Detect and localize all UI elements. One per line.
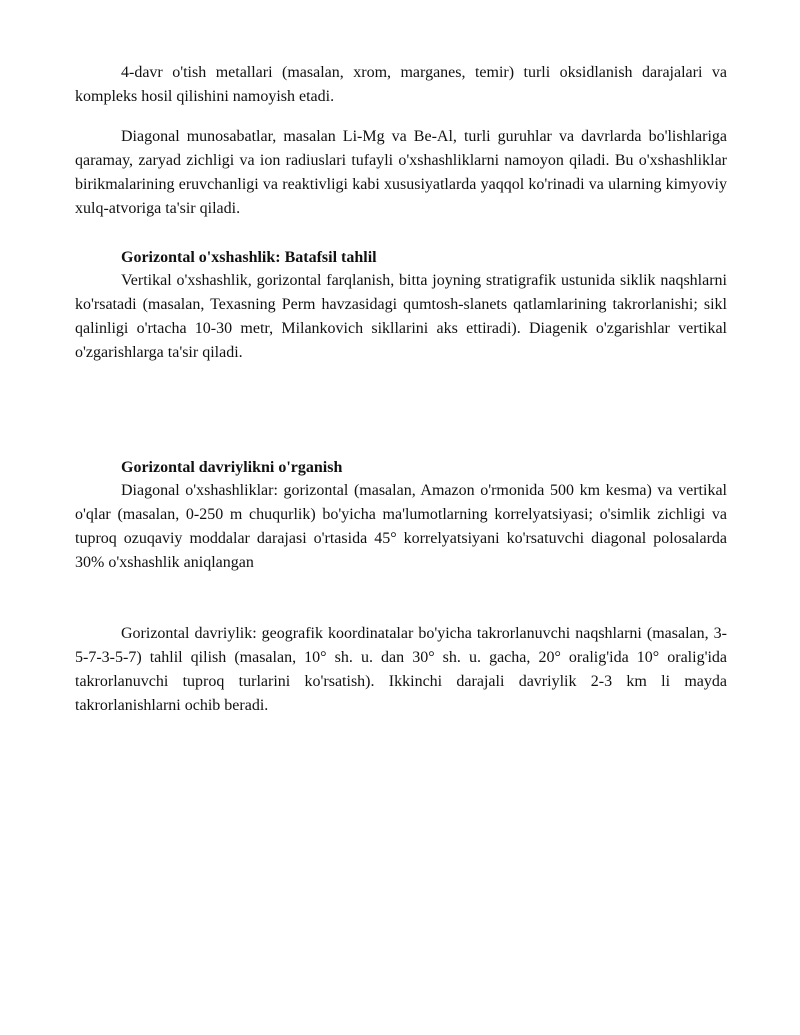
- section-heading-horizontal-periodicity: Gorizontal davriylikni o'rganish: [121, 459, 343, 476]
- section-heading-horizontal-similarity: Gorizontal o'xshashlik: Batafsil tahlil: [121, 249, 377, 266]
- paragraph-vertical-similarity: Vertikal o'xshashlik, gorizontal farqlanish, bitta joyning stratigrafik ustunida siklik naqshlarni ko'rsatadi (masalan, Texasning Perm havzasidagi qumtosh-slanets qatlamlarining takrorlanishi; sikl qalinligi o'rtacha 10-30 metr, Milankovich sikllarini aks ettiradi). Diagenik o'zgarishlar vertikal o'zgarishlarga ta'sir qiladi.: [75, 272, 727, 361]
- paragraph-diagonal-similarities: Diagonal o'xshashliklar: gorizontal (masalan, Amazon o'rmonida 500 km kesma) va vertikal o'qlar (masalan, 0-250 m chuqurlik) bo'yicha ma'lumotlarning korrelyatsiyasi; o'simlik zichligi va tuproq ozuqaviy moddalar darajasi o'rtasida 45° korrelyatsiyani ko'rsatuvchi diagonal polosalarda 30% o'xshashlik aniqlangan: [75, 482, 727, 571]
- paragraph-horizontal-periodicity: Gorizontal davriylik: geografik koordinatalar bo'yicha takrorlanuvchi naqshlarni (masalan, 3-5-7-3-5-7) tahlil qilish (masalan, 10° sh. u. dan 30° sh. u. gacha, 20° oralig'ida 10° oralig'ida takrorlanuvchi tuproq turlarini ko'rsatish). Ikkinchi darajali davriylik 2-3 km li mayda takrorlanishlarni ochib beradi.: [75, 625, 727, 714]
- paragraph-diagonal-relations: Diagonal munosabatlar, masalan Li-Mg va Be-Al, turli guruhlar va davrlarda bo'lishlariga qaramay, zaryad zichligi va ion radiuslari tufayli o'xshashliklarni namoyon qiladi. Bu o'xshashliklar birikmalarining eruvchanligi va reaktivligi kabi xususiyatlarda yaqqol ko'rinadi va ularning kimyoviy xulq-atvoriga ta'sir qiladi.: [75, 128, 727, 217]
- paragraph-transition-metals: 4-davr o'tish metallari (masalan, xrom, marganes, temir) turli oksidlanish darajalari va kompleks hosil qilishini namoyish etadi.: [75, 64, 727, 105]
- document-page: [75, 61, 727, 718]
